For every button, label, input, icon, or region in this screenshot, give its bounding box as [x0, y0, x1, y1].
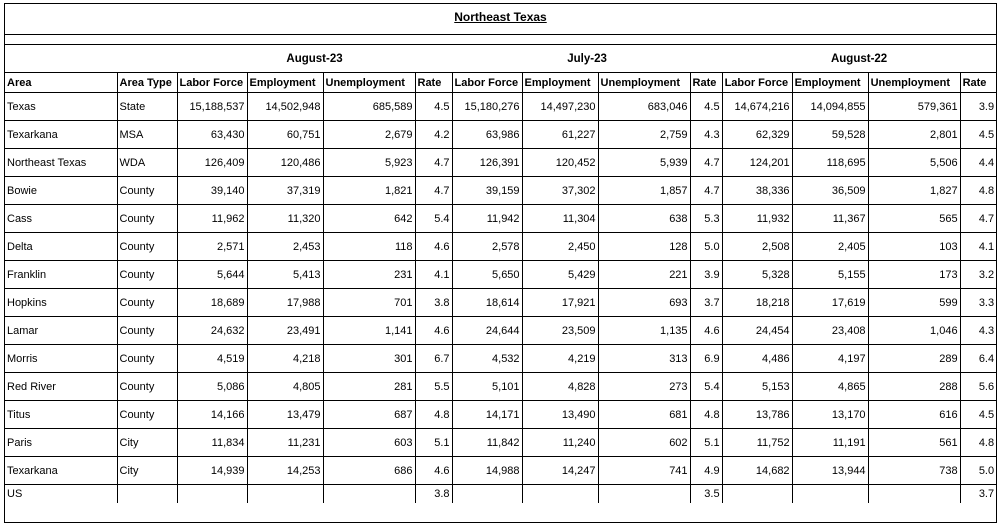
value-cell: 23,509 [522, 317, 598, 345]
value-cell: 5.4 [415, 205, 452, 233]
value-cell: 11,962 [177, 205, 247, 233]
area-type-cell: County [117, 261, 177, 289]
table-row [5, 345, 996, 373]
value-cell: 11,191 [792, 429, 868, 457]
column-header: Unemployment [868, 73, 960, 93]
area-type-cell [117, 485, 177, 504]
value-cell: 686 [323, 457, 415, 485]
value-cell: 681 [598, 401, 690, 429]
value-cell: 3.7 [690, 289, 722, 317]
column-header: Labor Force [177, 73, 247, 93]
value-cell: 4.6 [415, 457, 452, 485]
period-label: August-23 [286, 52, 343, 65]
value-cell: 14,674,216 [722, 93, 792, 121]
value-cell: 5,644 [177, 261, 247, 289]
value-cell: 36,509 [792, 177, 868, 205]
value-cell: 61,227 [522, 121, 598, 149]
value-cell [792, 485, 868, 504]
area-type-cell: County [117, 345, 177, 373]
value-cell: 4.6 [415, 317, 452, 345]
period-label: July-23 [567, 52, 607, 65]
value-cell: 13,490 [522, 401, 598, 429]
value-cell: 4.5 [415, 93, 452, 121]
value-cell: 2,759 [598, 121, 690, 149]
period-label: August-22 [830, 52, 888, 65]
value-cell: 118,695 [792, 149, 868, 177]
column-header: Area [5, 73, 117, 93]
value-cell: 6.7 [415, 345, 452, 373]
area-type-cell: County [117, 373, 177, 401]
value-cell [177, 485, 247, 504]
area-type-cell: State [117, 93, 177, 121]
value-cell: 128 [598, 233, 690, 261]
value-cell: 24,454 [722, 317, 792, 345]
area-cell: Hopkins [5, 289, 117, 317]
value-cell: 3.2 [960, 261, 996, 289]
value-cell: 4.3 [960, 317, 996, 345]
column-header: Labor Force [452, 73, 522, 93]
area-cell: Northeast Texas [5, 149, 117, 177]
table-title: Northeast Texas [454, 10, 547, 24]
area-type-cell: County [117, 289, 177, 317]
value-cell: 11,367 [792, 205, 868, 233]
value-cell: 14,497,230 [522, 93, 598, 121]
value-cell: 14,988 [452, 457, 522, 485]
value-cell: 687 [323, 401, 415, 429]
value-cell: 5.1 [415, 429, 452, 457]
area-cell: Morris [5, 345, 117, 373]
column-header: Area Type [117, 73, 177, 93]
value-cell: 118 [323, 233, 415, 261]
value-cell: 2,508 [722, 233, 792, 261]
value-cell: 14,166 [177, 401, 247, 429]
value-cell: 231 [323, 261, 415, 289]
area-cell: Red River [5, 373, 117, 401]
value-cell: 4.7 [690, 177, 722, 205]
value-cell [323, 485, 415, 504]
column-header: Employment [522, 73, 598, 93]
value-cell: 1,827 [868, 177, 960, 205]
value-cell: 1,135 [598, 317, 690, 345]
value-cell: 4.2 [415, 121, 452, 149]
value-cell: 2,405 [792, 233, 868, 261]
value-cell: 17,988 [247, 289, 323, 317]
value-cell: 11,834 [177, 429, 247, 457]
column-header: Unemployment [323, 73, 415, 93]
column-header: Rate [690, 73, 722, 93]
spacer-row [5, 34, 996, 45]
value-cell: 5,939 [598, 149, 690, 177]
value-cell: 4,865 [792, 373, 868, 401]
table-row [5, 149, 996, 177]
value-cell: 23,491 [247, 317, 323, 345]
value-cell: 565 [868, 205, 960, 233]
value-cell: 13,479 [247, 401, 323, 429]
value-cell: 1,821 [323, 177, 415, 205]
column-header: Unemployment [598, 73, 690, 93]
period-row [5, 45, 996, 73]
area-cell: Bowie [5, 177, 117, 205]
table-row [5, 429, 996, 457]
table-row [5, 205, 996, 233]
value-cell: 3.7 [960, 485, 996, 504]
area-cell: Texas [5, 93, 117, 121]
value-cell: 5.5 [415, 373, 452, 401]
value-cell: 4.5 [690, 93, 722, 121]
header-row [5, 73, 996, 93]
value-cell: 5,429 [522, 261, 598, 289]
value-cell: 11,842 [452, 429, 522, 457]
value-cell: 5,155 [792, 261, 868, 289]
table-row [5, 121, 996, 149]
value-cell: 642 [323, 205, 415, 233]
labor-table [5, 45, 996, 503]
value-cell: 3.9 [690, 261, 722, 289]
value-cell: 15,180,276 [452, 93, 522, 121]
value-cell: 741 [598, 457, 690, 485]
value-cell: 18,689 [177, 289, 247, 317]
value-cell: 126,391 [452, 149, 522, 177]
column-header: Rate [415, 73, 452, 93]
value-cell: 4,519 [177, 345, 247, 373]
value-cell: 4,828 [522, 373, 598, 401]
value-cell: 4,805 [247, 373, 323, 401]
value-cell: 3.3 [960, 289, 996, 317]
value-cell: 616 [868, 401, 960, 429]
table-row [5, 177, 996, 205]
area-cell: US [5, 485, 117, 504]
value-cell: 289 [868, 345, 960, 373]
value-cell: 4,219 [522, 345, 598, 373]
value-cell: 701 [323, 289, 415, 317]
table-row [5, 457, 996, 485]
value-cell: 37,319 [247, 177, 323, 205]
value-cell [722, 485, 792, 504]
value-cell: 5,101 [452, 373, 522, 401]
value-cell: 24,632 [177, 317, 247, 345]
value-cell: 1,046 [868, 317, 960, 345]
value-cell: 4,197 [792, 345, 868, 373]
value-cell: 5,506 [868, 149, 960, 177]
value-cell: 18,614 [452, 289, 522, 317]
value-cell: 2,453 [247, 233, 323, 261]
area-cell: Paris [5, 429, 117, 457]
value-cell: 14,682 [722, 457, 792, 485]
value-cell: 2,450 [522, 233, 598, 261]
value-cell: 62,329 [722, 121, 792, 149]
area-cell: Lamar [5, 317, 117, 345]
value-cell: 4.8 [415, 401, 452, 429]
value-cell: 4.8 [960, 177, 996, 205]
value-cell: 3.5 [690, 485, 722, 504]
value-cell: 5,328 [722, 261, 792, 289]
spreadsheet [4, 3, 997, 523]
area-cell: Delta [5, 233, 117, 261]
table-row [5, 401, 996, 429]
value-cell: 24,644 [452, 317, 522, 345]
value-cell: 3.8 [415, 289, 452, 317]
area-type-cell: County [117, 177, 177, 205]
area-type-cell: WDA [117, 149, 177, 177]
value-cell: 4,532 [452, 345, 522, 373]
area-cell: Titus [5, 401, 117, 429]
value-cell: 18,218 [722, 289, 792, 317]
value-cell: 120,486 [247, 149, 323, 177]
column-header: Employment [247, 73, 323, 93]
value-cell: 23,408 [792, 317, 868, 345]
value-cell: 5.3 [690, 205, 722, 233]
value-cell: 4.7 [960, 205, 996, 233]
value-cell: 11,240 [522, 429, 598, 457]
value-cell: 4.4 [960, 149, 996, 177]
value-cell: 59,528 [792, 121, 868, 149]
value-cell: 1,857 [598, 177, 690, 205]
value-cell: 4.7 [415, 149, 452, 177]
value-cell [868, 485, 960, 504]
value-cell: 14,247 [522, 457, 598, 485]
value-cell: 738 [868, 457, 960, 485]
area-type-cell: City [117, 429, 177, 457]
value-cell: 273 [598, 373, 690, 401]
value-cell: 14,171 [452, 401, 522, 429]
value-cell: 693 [598, 289, 690, 317]
value-cell: 5,153 [722, 373, 792, 401]
value-cell: 221 [598, 261, 690, 289]
value-cell: 5,413 [247, 261, 323, 289]
value-cell: 11,304 [522, 205, 598, 233]
value-cell: 5,086 [177, 373, 247, 401]
value-cell: 685,589 [323, 93, 415, 121]
value-cell: 6.9 [690, 345, 722, 373]
table-row [5, 485, 996, 504]
value-cell: 2,801 [868, 121, 960, 149]
value-cell: 14,939 [177, 457, 247, 485]
value-cell: 11,320 [247, 205, 323, 233]
table-row [5, 289, 996, 317]
value-cell: 39,140 [177, 177, 247, 205]
area-cell: Cass [5, 205, 117, 233]
area-type-cell: MSA [117, 121, 177, 149]
value-cell: 4.9 [690, 457, 722, 485]
value-cell: 173 [868, 261, 960, 289]
value-cell: 288 [868, 373, 960, 401]
area-type-cell: County [117, 317, 177, 345]
value-cell: 63,986 [452, 121, 522, 149]
value-cell: 4.6 [690, 317, 722, 345]
value-cell: 3.9 [960, 93, 996, 121]
value-cell: 602 [598, 429, 690, 457]
table-row [5, 233, 996, 261]
value-cell: 5.4 [690, 373, 722, 401]
value-cell: 4.5 [960, 121, 996, 149]
value-cell: 579,361 [868, 93, 960, 121]
value-cell: 60,751 [247, 121, 323, 149]
value-cell: 11,932 [722, 205, 792, 233]
value-cell: 4.1 [960, 233, 996, 261]
area-cell: Texarkana [5, 121, 117, 149]
value-cell: 14,253 [247, 457, 323, 485]
value-cell: 4.3 [690, 121, 722, 149]
value-cell: 599 [868, 289, 960, 317]
value-cell: 2,578 [452, 233, 522, 261]
column-header: Labor Force [722, 73, 792, 93]
value-cell: 63,430 [177, 121, 247, 149]
area-type-cell: City [117, 457, 177, 485]
value-cell: 4.7 [690, 149, 722, 177]
value-cell: 6.4 [960, 345, 996, 373]
value-cell: 3.8 [415, 485, 452, 504]
value-cell: 2,679 [323, 121, 415, 149]
value-cell: 5.6 [960, 373, 996, 401]
value-cell: 683,046 [598, 93, 690, 121]
value-cell [598, 485, 690, 504]
value-cell: 13,170 [792, 401, 868, 429]
value-cell: 4,218 [247, 345, 323, 373]
value-cell: 5.0 [690, 233, 722, 261]
value-cell: 38,336 [722, 177, 792, 205]
value-cell: 124,201 [722, 149, 792, 177]
value-cell: 4.8 [960, 429, 996, 457]
value-cell: 5,923 [323, 149, 415, 177]
value-cell: 281 [323, 373, 415, 401]
table-row [5, 373, 996, 401]
value-cell: 103 [868, 233, 960, 261]
value-cell: 11,942 [452, 205, 522, 233]
area-type-cell: County [117, 401, 177, 429]
table-row [5, 261, 996, 289]
value-cell: 126,409 [177, 149, 247, 177]
value-cell: 13,944 [792, 457, 868, 485]
value-cell: 301 [323, 345, 415, 373]
column-header: Employment [792, 73, 868, 93]
value-cell: 313 [598, 345, 690, 373]
table-row [5, 317, 996, 345]
area-cell: Texarkana [5, 457, 117, 485]
value-cell: 2,571 [177, 233, 247, 261]
value-cell: 4.8 [690, 401, 722, 429]
value-cell: 37,302 [522, 177, 598, 205]
value-cell: 17,921 [522, 289, 598, 317]
value-cell [452, 485, 522, 504]
value-cell: 39,159 [452, 177, 522, 205]
value-cell: 603 [323, 429, 415, 457]
value-cell: 4,486 [722, 345, 792, 373]
column-header: Rate [960, 73, 996, 93]
value-cell: 15,188,537 [177, 93, 247, 121]
table-row [5, 93, 996, 121]
area-type-cell: County [117, 205, 177, 233]
value-cell: 11,752 [722, 429, 792, 457]
value-cell: 5,650 [452, 261, 522, 289]
value-cell: 4.5 [960, 401, 996, 429]
value-cell: 4.1 [415, 261, 452, 289]
area-cell: Franklin [5, 261, 117, 289]
value-cell: 4.6 [415, 233, 452, 261]
value-cell [522, 485, 598, 504]
value-cell: 14,502,948 [247, 93, 323, 121]
value-cell: 14,094,855 [792, 93, 868, 121]
value-cell: 11,231 [247, 429, 323, 457]
value-cell: 120,452 [522, 149, 598, 177]
value-cell: 17,619 [792, 289, 868, 317]
value-cell: 5.1 [690, 429, 722, 457]
value-cell [247, 485, 323, 504]
value-cell: 13,786 [722, 401, 792, 429]
value-cell: 638 [598, 205, 690, 233]
value-cell: 1,141 [323, 317, 415, 345]
title-row [5, 4, 996, 35]
value-cell: 4.7 [415, 177, 452, 205]
value-cell: 561 [868, 429, 960, 457]
area-type-cell: County [117, 233, 177, 261]
value-cell: 5.0 [960, 457, 996, 485]
